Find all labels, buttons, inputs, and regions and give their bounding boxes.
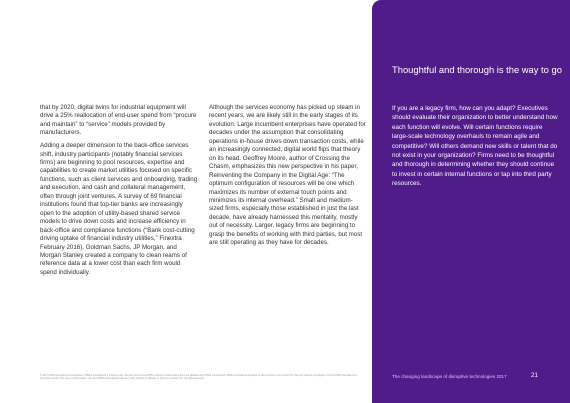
page-number: 21 — [531, 372, 539, 379]
sidebar-title: Thoughtful and thorough is the way to go — [392, 64, 562, 75]
middle-text-column — [209, 104, 367, 252]
left-text-column — [40, 104, 198, 282]
left-paragraph-2: Adding a deeper dimension to the back-office services shift, industry participants (notably financial services firms) are beginning to pool resources, expertise and capabilities to create market utilities focused on specific functions, such as client services and onboarding, trading and execution, and cash and collateral management, often through joint ventures. A survey of 69 financial institutions found that top-tier banks are increasingly open to the adoption of utility-based shared service models to drive down costs and increase efficiency in back-office and compliance functions (“Bank cost-cutting driving uptake of financial industry utilities,” Finextra February 2016). Goldman Sachs, JP Morgan, and Morgan Stanley created a company to clean reams of reference data at a lower cost than each firm would spend individually. — [40, 142, 198, 276]
left-paragraph-1: that by 2020, digital twins for industrial equipment will drive a 25% reallocation of end-user spend from “procure and maintain” to “service” models provided by manufacturers. — [40, 104, 197, 137]
sidebar-panel — [372, 0, 570, 403]
sidebar-body: If you are a legacy firm, how can you adapt? Executives should evaluate their organization to better understand how each function will evolve. Will certain functions require large-scale technology overhauls to remain agile and competitive? Will others demand new skills or talent that do not exist in your organization? Firms need to be thoughtful and thorough in determining whether they should continue to invest in certain internal functions or tap into third party resources. — [392, 105, 558, 188]
footer-publication-title: The changing landscape of disruptive technologies 2017 — [392, 374, 507, 379]
footer-legal-text: © 2017 KPMG International Cooperative (“KPMG International”), a Swiss entity. Member firms of the KPMG network of independent firms are affiliated with KPMG International. KPMG International provides no client services. No member firm has any authority to obligate or bind KPMG International or any other member firm vis-à-vis third parties, nor does KPMG International have any such authority to obligate or bind any member firm. All rights reserved. — [40, 374, 358, 381]
middle-paragraph-1: Although the services economy has picked up steam in recent years, we are likely still in the early stages of its evolution. Large incumbent enterprises have operated for decades under the assumption that consolidating operations in-house drives down transaction costs, while an increasingly connected, digital world flips that theory on its head. Geoffrey Moore, author of Crossing the Chasm, emphasizes this new perspective in his paper, Reinventing the Company in the Digital Age: “The optimum configuration of resources will be one which maximizes its number of external touch points and minimizes its internal overhead.” Small and medium-sized firms, especially those established in just the last decade, have already harnessed this mentality, mostly out of necessity. Larger, legacy firms are beginning to grasp the benefits of working with third parties, but most are still operating as they have for decades. — [209, 104, 366, 247]
